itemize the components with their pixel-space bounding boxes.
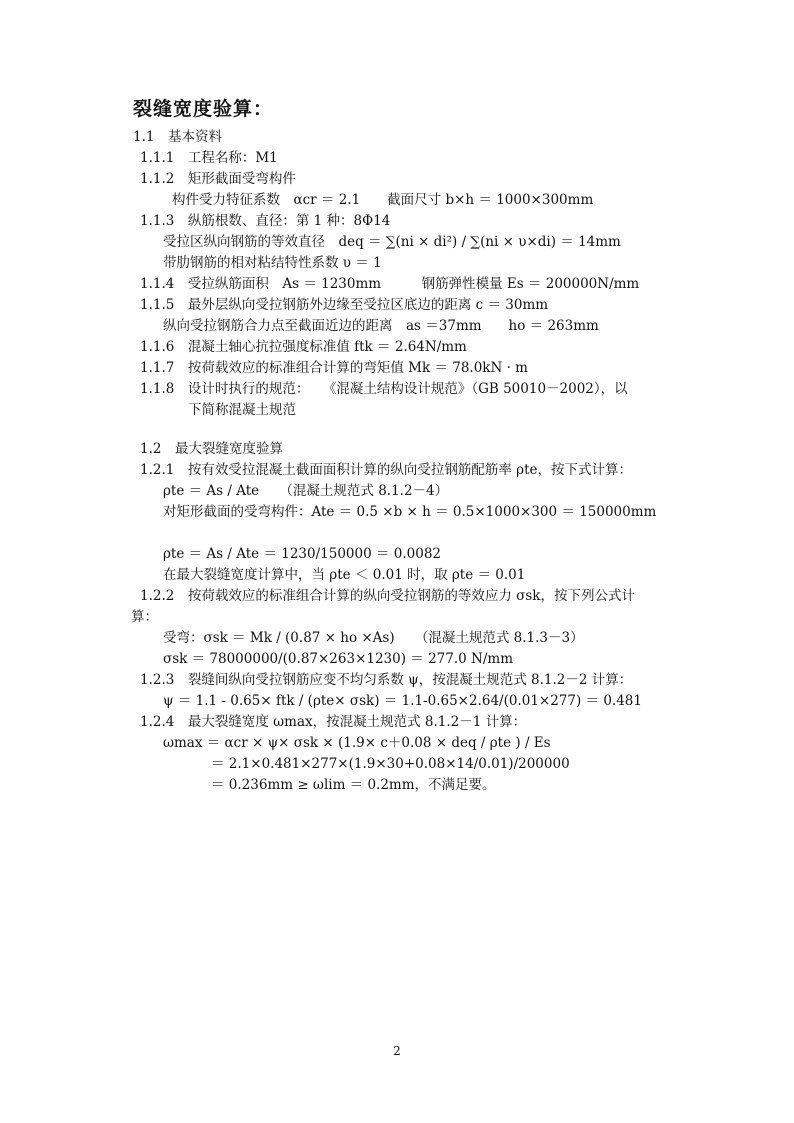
item-line: 1.2.3 裂缝间纵向受拉钢筋应变不均匀系数 ψ，按混凝土规范式 8.1.2－2 计算： [140,672,633,688]
section-heading: 1.2 最大裂缝宽度验算 [140,441,283,457]
page-title: 裂缝宽度验算： [133,98,274,120]
item-line: 1.1.5 最外层纵向受拉钢筋外边缘至受拉区底边的距离 c ＝ 30mm [140,297,549,313]
item-line: 1.2.4 最大裂缝宽度 ωmax，按混凝土规范式 8.1.2－1 计算： [140,714,527,730]
item-line: 1.2.1 按有效受拉混凝土截面面积计算的纵向受拉钢筋配筋率 ρte，按下式计算： [140,462,632,478]
item-line: 1.1.1 工程名称：M1 [140,150,278,166]
item-line: 受拉区纵向钢筋的等效直径 deq ＝ ∑(ni × di²) / ∑(ni × υ×di) ＝ 14mm [163,234,621,250]
item-line: 纵向受拉钢筋合力点至截面近边的距离 as ＝37mm ho ＝ 263mm [163,318,599,334]
formula-line: ＝ 2.1×0.481×277×(1.9×30+0.08×14/0.01)/200000 [211,756,570,772]
item-line: 1.1.4 受拉纵筋面积 As ＝ 1230mm 钢筋弹性模量 Es ＝ 200000N/mm [140,276,640,292]
item-line: 1.1.2 矩形截面受弯构件 [140,171,296,187]
formula-line: 对矩形截面的受弯构件：Ate ＝ 0.5 ×b × h ＝ 0.5×1000×300 ＝ 150000mm [163,504,657,520]
item-line: 构件受力特征系数 αcr ＝ 2.1 截面尺寸 b×h ＝ 1000×300mm [172,192,594,208]
formula-line: ＝ 0.236mm ≥ ωlim ＝ 0.2mm，不满足要。 [211,777,496,793]
item-line: 1.1.7 按荷载效应的标准组合计算的弯矩值 Mk ＝ 78.0kN · m [140,360,528,376]
item-line: 1.1.8 设计时执行的规范： 《混凝土结构设计规范》（GB 50010－2002），以 [140,381,628,397]
formula-line: σsk ＝ 78000000/(0.87×263×1230) ＝ 277.0 N/mm [163,651,513,667]
formula-line: 受弯：σsk ＝ Mk / (0.87 × ho ×As) （混凝土规范式 8.1.3－3） [163,630,584,646]
item-line: 带肋钢筋的相对粘结特性系数 υ ＝ 1 [163,255,382,271]
item-line: 算： [131,609,158,625]
page-number: 2 [393,1044,401,1058]
formula-line: ρte ＝ As / Ate （混凝土规范式 8.1.2－4） [163,483,449,499]
formula-line: ρte ＝ As / Ate ＝ 1230/150000 ＝ 0.0082 [163,546,442,562]
item-line: 在最大裂缝宽度计算中，当 ρte ＜ 0.01 时，取 ρte ＝ 0.01 [163,567,526,583]
item-line: 1.1.3 纵筋根数、直径：第 1 种：8Φ14 [140,213,391,229]
formula-line: ωmax ＝ αcr × ψ× σsk × (1.9× c＋0.08 × deq / ρte ) / Es [163,735,551,751]
item-line: 1.1.6 混凝土轴心抗拉强度标准值 ftk ＝ 2.64N/mm [140,339,467,355]
formula-line: ψ ＝ 1.1 - 0.65× ftk / (ρte× σsk) ＝ 1.1-0.65×2.64/(0.01×277) ＝ 0.481 [163,693,642,709]
item-line: 下简称混凝土规范 [188,402,296,418]
section-heading: 1.1 基本资料 [133,129,222,145]
item-line: 1.2.2 按荷载效应的标准组合计算的纵向受拉钢筋的等效应力 σsk，按下列公式计 [140,588,635,604]
